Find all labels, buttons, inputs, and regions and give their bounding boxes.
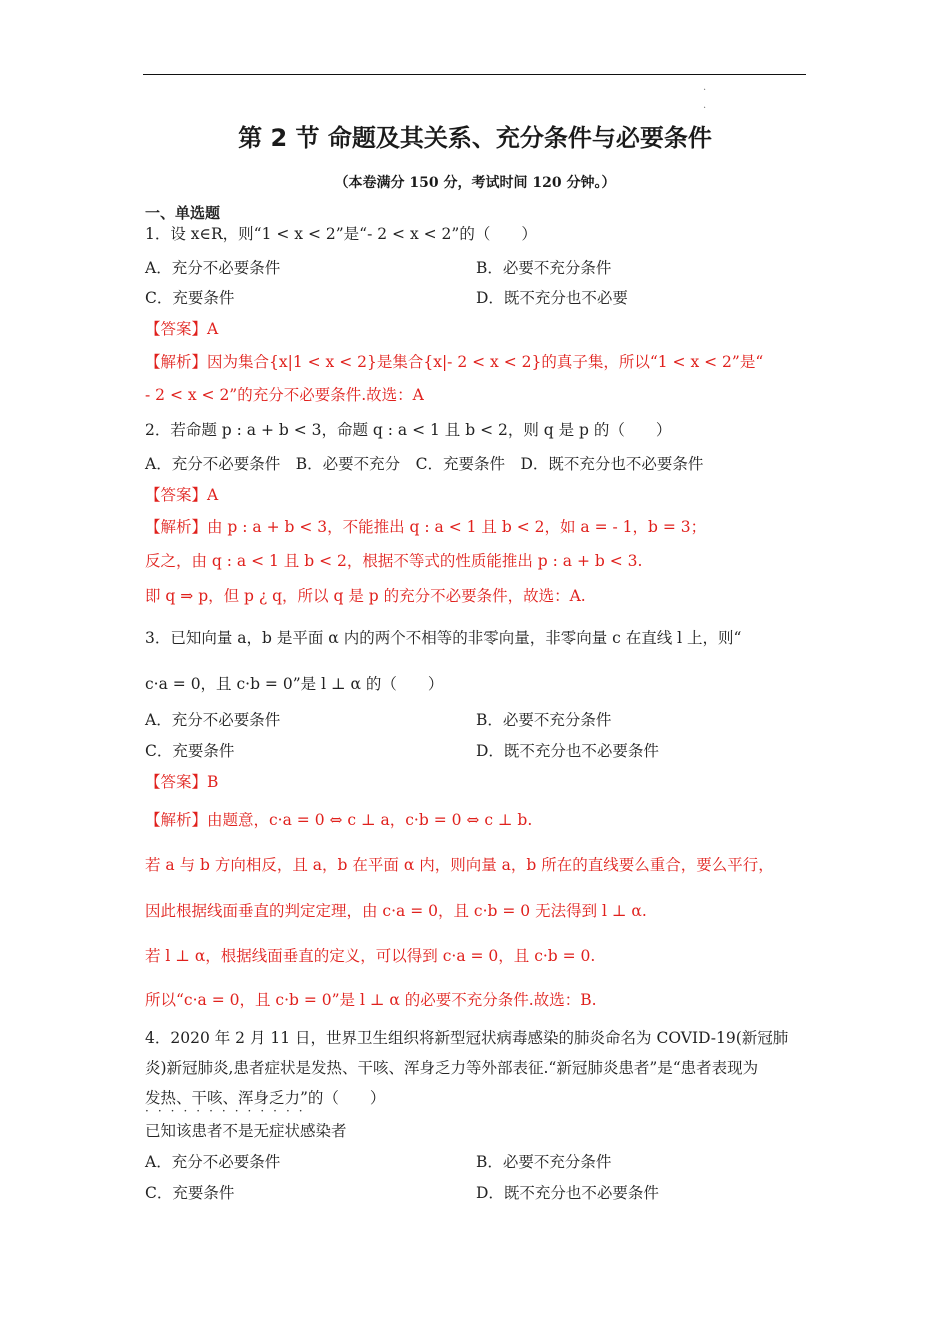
- q4-stem-2: 炎)新冠肺炎,患者症状是发热、干咳、浑身乏力等外部表征.“新冠肺炎患者”是“患者表现为: [145, 1059, 759, 1077]
- q4-option-c: C．充要条件: [145, 1184, 235, 1202]
- q1-option-a: A．充分不必要条件: [145, 259, 281, 277]
- q3-analysis-5: 所以“c·a = 0，且 c·b = 0”是 l ⊥ α 的必要不充分条件.故选：B.: [145, 991, 597, 1009]
- q3-option-d: D．既不充分也不必要条件: [476, 742, 659, 760]
- q1-option-c: C．充要条件: [145, 289, 235, 307]
- page-title: 第 2 节 命题及其关系、充分条件与必要条件: [238, 124, 712, 152]
- q3-option-c: C．充要条件: [145, 742, 235, 760]
- q4-stem-4: 已知该患者不是无症状感染者: [145, 1122, 347, 1140]
- corner-mark: .: [703, 82, 707, 93]
- q1-answer: 【答案】A: [145, 320, 219, 338]
- q4-option-d: D．既不充分也不必要条件: [476, 1184, 659, 1202]
- q3-answer: 【答案】B: [145, 773, 219, 791]
- q1-analysis-1: 【解析】因为集合{x|1 < x < 2}是集合{x|- 2 < x < 2}的真子集，所以“1 < x < 2”是“: [145, 353, 764, 371]
- q3-analysis-1: 【解析】由题意，c·a = 0 ⇔ c ⊥ a，c·b = 0 ⇔ c ⊥ b.: [145, 811, 533, 829]
- q2-options: A．充分不必要条件 B．必要不充分 C．充要条件 D．既不充分也不必要条件: [145, 455, 704, 473]
- q1-option-d: D．既不充分也不必要: [476, 289, 628, 307]
- q1-analysis-2: - 2 < x < 2”的充分不必要条件.故选：A: [145, 386, 424, 404]
- corner-mark-2: .: [703, 100, 707, 111]
- q3-analysis-2: 若 a 与 b 方向相反，且 a，b 在平面 α 内，则向量 a，b 所在的直线要么重合，要么平行，: [145, 856, 774, 874]
- q3-option-b: B．必要不充分条件: [476, 711, 612, 729]
- q4-stem-3: 发热、干咳、浑身乏力”的（ ）: [145, 1089, 386, 1107]
- q2-stem: 2．若命题 p : a + b < 3，命题 q : a < 1 且 b < 2，则 q 是 p 的（ ）: [145, 421, 672, 439]
- header-rule: [143, 74, 806, 75]
- q1-stem: 1．设 x∈R，则“1 < x < 2”是“- 2 < x < 2”的（ ）: [145, 225, 537, 243]
- q3-stem-1: 3．已知向量 a，b 是平面 α 内的两个不相等的非零向量，非零向量 c 在直线 l 上，则“: [145, 629, 742, 647]
- q4-emphasis-dots: ·············: [145, 1104, 312, 1118]
- q1-option-b: B．必要不充分条件: [476, 259, 612, 277]
- q4-stem-1: 4．2020 年 2 月 11 日，世界卫生组织将新型冠状病毒感染的肺炎命名为 COVID-19(新冠肺: [145, 1029, 789, 1047]
- q3-option-a: A．充分不必要条件: [145, 711, 281, 729]
- q2-analysis-3: 即 q ⇒ p，但 p ¿ q，所以 q 是 p 的充分不必要条件，故选：A.: [145, 587, 586, 605]
- q3-analysis-3: 因此根据线面垂直的判定定理，由 c·a = 0，且 c·b = 0 无法得到 l ⊥ α.: [145, 902, 647, 920]
- q2-analysis-1: 【解析】由 p : a + b < 3，不能推出 q : a < 1 且 b < 2，如 a = - 1，b = 3；: [145, 518, 707, 536]
- q2-answer: 【答案】A: [145, 486, 219, 504]
- q4-option-b: B．必要不充分条件: [476, 1153, 612, 1171]
- q3-stem-2: c·a = 0，且 c·b = 0”是 l ⊥ α 的（ ）: [145, 675, 444, 693]
- page-subtitle: （本卷满分 150 分，考试时间 120 分钟。）: [334, 175, 616, 191]
- q4-option-a: A．充分不必要条件: [145, 1153, 281, 1171]
- section-heading: 一、单选题: [145, 204, 221, 222]
- q2-analysis-2: 反之，由 q : a < 1 且 b < 2，根据不等式的性质能推出 p : a + b < 3.: [145, 552, 643, 570]
- q3-analysis-4: 若 l ⊥ α，根据线面垂直的定义，可以得到 c·a = 0，且 c·b = 0.: [145, 947, 596, 965]
